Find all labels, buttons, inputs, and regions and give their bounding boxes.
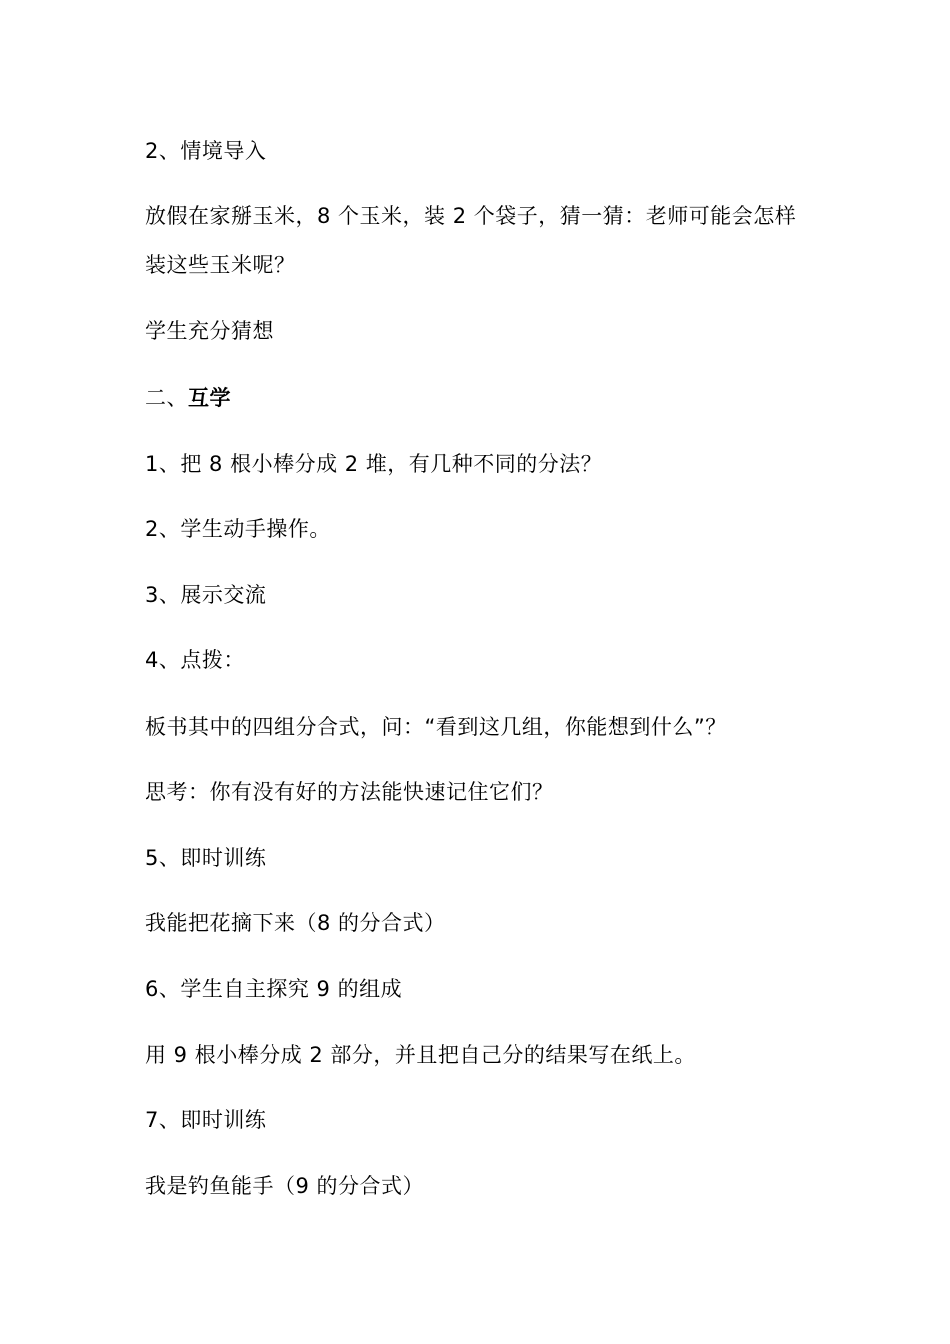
paragraph-step-3: 3、展示交流 — [145, 583, 267, 607]
paragraph-nine-sticks: 用 9 根小棒分成 2 部分，并且把自己分的结果写在纸上。 — [145, 1043, 696, 1067]
paragraph-board-writing: 板书其中的四组分合式，问：“看到这几组，你能想到什么”？ — [145, 715, 727, 739]
paragraph-corn-story-line1: 放假在家掰玉米，8 个玉米，装 2 个袋子，猜一猜：老师可能会怎样 — [145, 204, 797, 228]
paragraph-step-7: 7、即时训练 — [145, 1108, 267, 1132]
paragraph-step-1: 1、把 8 根小棒分成 2 堆，有几种不同的分法？ — [145, 452, 603, 476]
paragraph-flower-exercise: 我能把花摘下来（8 的分合式） — [145, 911, 446, 935]
section-heading-number: 二、 — [145, 386, 188, 410]
paragraph-situation-intro: 2、情境导入 — [145, 139, 267, 163]
paragraph-student-guess: 学生充分猜想 — [145, 319, 274, 343]
paragraph-step-4: 4、点拨： — [145, 648, 245, 672]
paragraph-step-2: 2、学生动手操作。 — [145, 517, 331, 541]
paragraph-think: 思考：你有没有好的方法能快速记住它们？ — [145, 780, 554, 804]
paragraph-step-6: 6、学生自主探究 9 的组成 — [145, 977, 403, 1001]
section-heading-title: 互学 — [188, 386, 231, 410]
paragraph-step-5: 5、即时训练 — [145, 846, 267, 870]
section-heading-mutual-learning — [145, 383, 231, 413]
paragraph-fishing-exercise: 我是钓鱼能手（9 的分合式） — [145, 1174, 425, 1198]
paragraph-corn-story-line2: 装这些玉米呢？ — [145, 253, 296, 277]
